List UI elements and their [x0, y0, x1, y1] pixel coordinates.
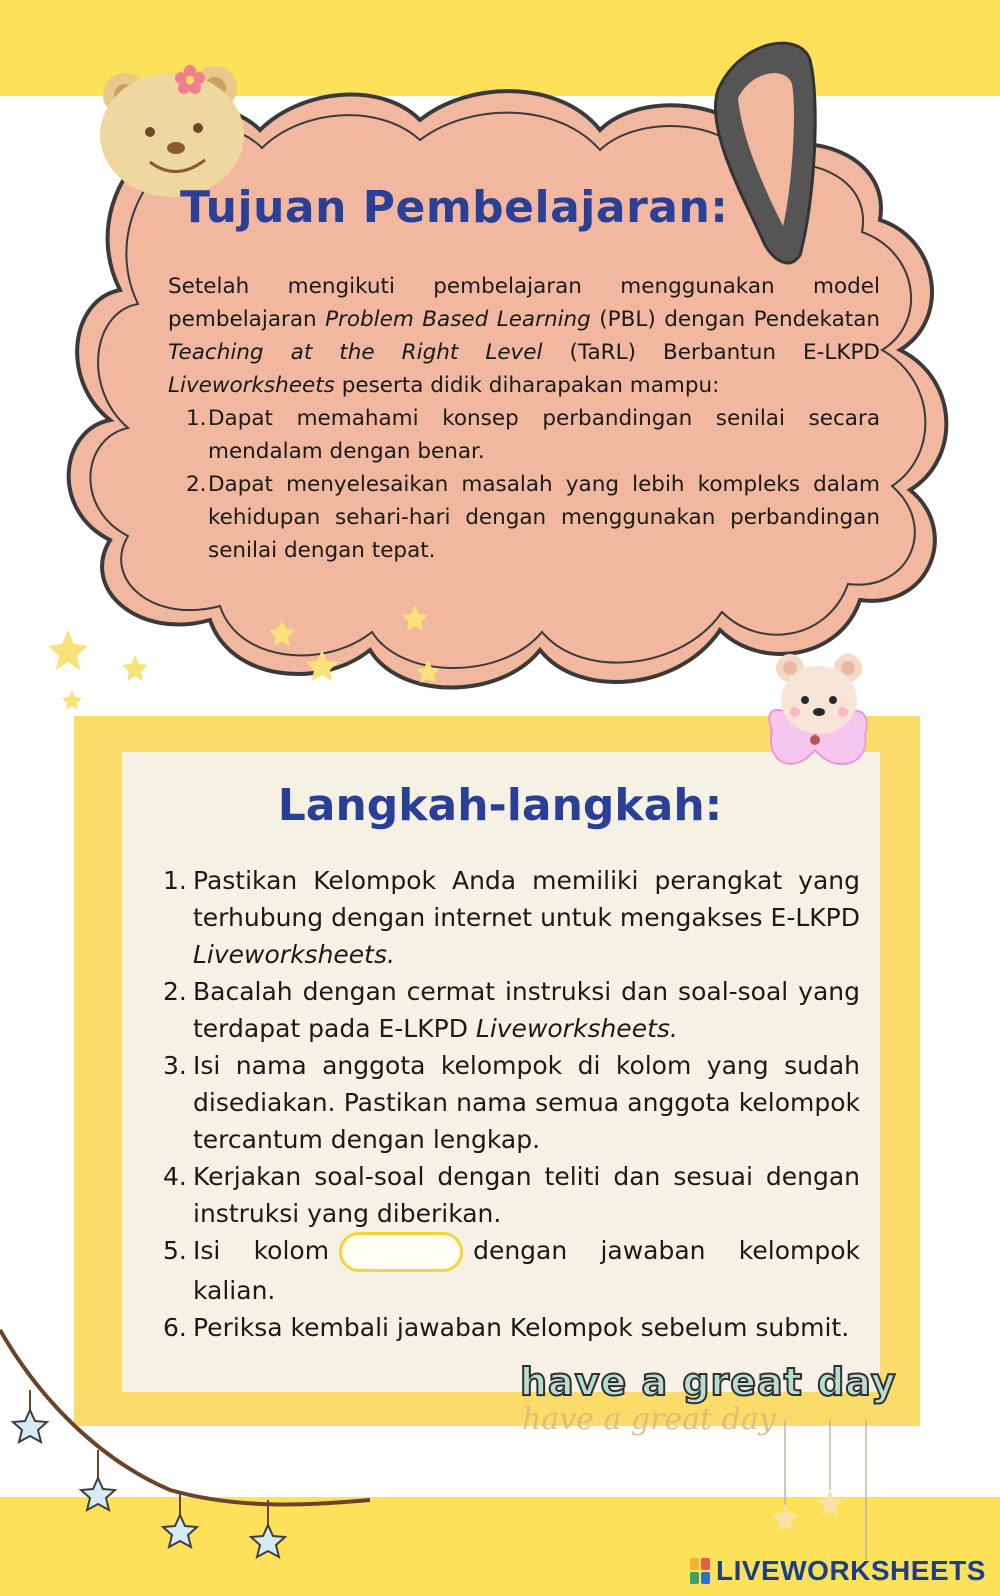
intro-text: (TaRL) Berbantun E-LKPD	[542, 340, 880, 365]
bear-with-bow-icon	[769, 654, 866, 764]
list-text-italic: Liveworksheets.	[193, 940, 395, 969]
objectives-intro	[168, 270, 880, 402]
list-number: 1.	[186, 406, 207, 431]
objectives-body	[168, 270, 880, 567]
intro-text: (PBL) dengan Pendekatan	[590, 307, 880, 332]
list-item	[163, 1158, 860, 1232]
list-text: Periksa kembali jawaban Kelompok sebelum submit.	[193, 1313, 850, 1342]
list-item	[163, 973, 860, 1047]
list-text: Isi nama anggota kelompok di kolom yang sudah disediakan. Pastikan nama semua anggota kelompok tercantum dengan lengkap.	[193, 1051, 860, 1154]
intro-liveworksheets: Liveworksheets	[168, 373, 335, 398]
list-number: 4.	[163, 1162, 187, 1191]
list-text: Dapat menyelesaikan masalah yang lebih kompleks dalam kehidupan sehari-hari dengan menggunakan perbandingan senilai dengan tepat.	[208, 472, 880, 563]
list-text: Kerjakan soal-soal dengan teliti dan sesuai dengan instruksi yang diberikan.	[193, 1162, 860, 1228]
list-item	[163, 1309, 860, 1346]
steps-title: Langkah-langkah:	[277, 780, 723, 831]
bear-with-flower-icon	[100, 65, 244, 197]
intro-text: Setelah mengikuti pembelajaran menggunakan model pembelajaran	[168, 274, 880, 332]
list-item	[163, 1047, 860, 1158]
logo-badge-icon	[690, 1558, 710, 1584]
list-item	[168, 402, 880, 468]
intro-tarl: Teaching at the Right Level	[168, 340, 543, 365]
greeting-sticker: have a great day	[520, 1360, 897, 1404]
list-text-italic: Liveworksheets.	[475, 1014, 678, 1043]
list-text: dengan jawaban kelompok kalian.	[193, 1236, 860, 1305]
answer-box-sample	[339, 1232, 463, 1272]
list-text: Dapat memahami konsep perbandingan senilai secara mendalam dengan benar.	[208, 406, 880, 464]
intro-text: peserta didik diharapakan mampu:	[334, 373, 720, 398]
greeting-strings	[771, 1420, 866, 1560]
objectives-list	[168, 402, 880, 567]
list-item	[168, 468, 880, 567]
list-number: 6.	[163, 1313, 187, 1342]
list-item	[163, 1232, 860, 1309]
list-number: 2.	[163, 977, 187, 1006]
intro-pbl: Problem Based Learning	[325, 307, 591, 332]
list-text: Isi kolom	[193, 1236, 330, 1265]
objectives-title: Tujuan Pembelajaran:	[180, 182, 729, 233]
list-text: Bacalah dengan cermat instruksi dan soal-soal yang terdapat pada E-LKPD	[193, 977, 860, 1043]
liveworksheets-logo[interactable]	[690, 1555, 986, 1587]
list-number: 3.	[163, 1051, 187, 1080]
list-number: 1.	[163, 866, 187, 895]
list-number: 2.	[186, 472, 207, 497]
greeting-script: have a great day	[522, 1402, 776, 1437]
list-item	[163, 862, 860, 973]
list-number: 5.	[163, 1236, 187, 1265]
logo-text: LIVEWORKSHEETS	[716, 1555, 986, 1586]
list-text: Pastikan Kelompok Anda memiliki perangkat yang terhubung dengan internet untuk mengakses E-LKPD	[193, 866, 860, 932]
steps-list	[163, 862, 860, 1346]
